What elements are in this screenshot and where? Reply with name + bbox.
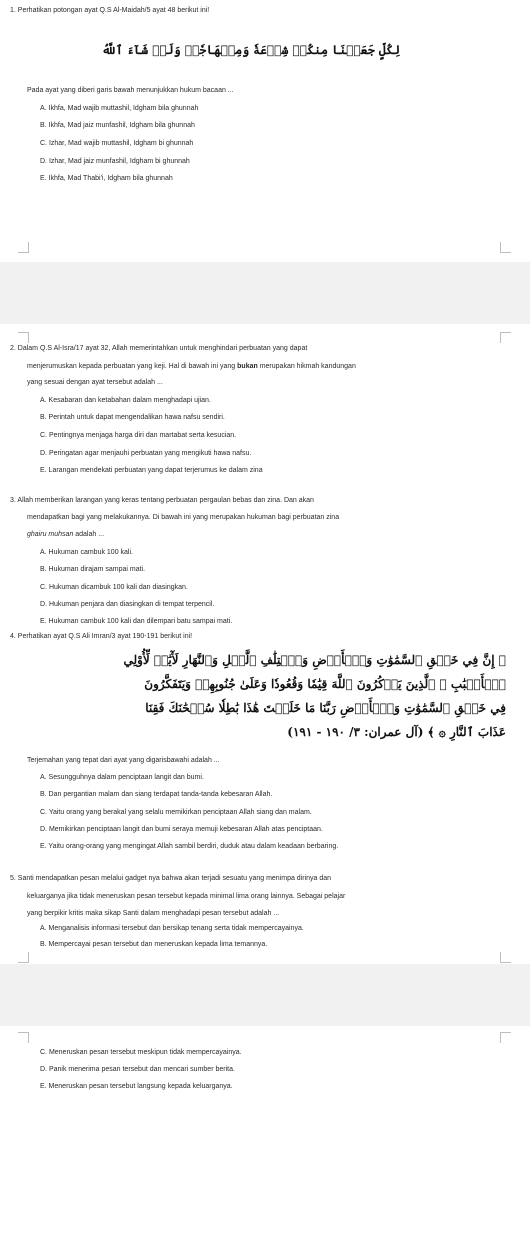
question-5-line-2: keluarganya jika tidak meneruskan pesan tersebut kepada minimal lima orang lainnya. Sebagai pelajar [27, 893, 346, 900]
document-page-2 [0, 324, 530, 924]
question-1-option-d[interactable]: D. Izhar, Mad jaiz munfashil, Idgham bi ghunnah [40, 158, 190, 165]
question-4-option-a[interactable]: A. Sesungguhnya dalam penciptaan langit dan bumi. [40, 774, 204, 781]
question-2-option-e[interactable]: E. Larangan mendekati perbuatan yang dapat terjerumus ke dalam zina [40, 467, 263, 474]
question-1-option-b[interactable]: B. Ikhfa, Mad jaiz munfashil, Idgham bila ghunnah [40, 122, 195, 129]
question-2-line-1: 2. Dalam Q.S Al-Isra/17 ayat 32, Allah memerintahkan untuk menghindari perbuatan yang dapat [10, 345, 308, 352]
question-2-line-2 [27, 362, 356, 371]
question-4-option-e[interactable]: E. Yaitu orang-orang yang mengingat Allah sambil berdiri, duduk atau dalam keadaan berbaring. [40, 843, 339, 850]
question-3-line-3-end: adalah ... [73, 531, 105, 538]
page-gap [0, 262, 530, 324]
question-2-line-2-end: merupakan hikmah kandungan [257, 363, 356, 370]
question-4-title: 4. Perhatikan ayat Q.S Ali Imran/3 ayat 190-191 berikut ini! [10, 633, 193, 640]
page-margin-mark [18, 952, 29, 963]
question-1-arabic-verse: لِكُلٍّ جَعَلۡنَا مِنكُمۡ شِرۡعَةٗ وَمِنۡهَاجٗاۚ وَلَوۡ شَآءَ ٱللَّهُ [101, 43, 400, 57]
page-margin-mark [18, 242, 29, 253]
question-2-option-a[interactable]: A. Kesabaran dan ketabahan dalam menghadapi ujian. [40, 397, 211, 404]
page-margin-mark [500, 1032, 511, 1043]
question-1-option-e[interactable]: E. Ikhfa, Mad Thabi'i, Idgham bila ghunnah [40, 175, 173, 182]
question-5-option-e[interactable]: E. Meneruskan pesan tersebut langsung kepada keluarganya. [40, 1083, 233, 1090]
question-2-option-b[interactable]: B. Perintah untuk dapat mengendalikan hawa nafsu sendiri. [40, 414, 225, 421]
question-3-line-3 [27, 530, 104, 539]
question-3-option-e[interactable]: E. Hukuman cambuk 100 kali dan dilempari batu sampai mati. [40, 618, 233, 625]
page-margin-mark [500, 242, 511, 253]
question-3-option-d[interactable]: D. Hukuman penjara dan diasingkan di tempat terpencil. [40, 601, 215, 608]
document-page-2-bottom [0, 924, 530, 964]
question-3-line-1: 3. Allah memberikan larangan yang keras tentang perbuatan pergaulan bebas dan zina. Dan akan [10, 497, 314, 504]
question-4-option-d[interactable]: D. Memikirkan penciptaan langit dan bumi seraya memuji kebesaran Allah atas penciptaan. [40, 826, 323, 833]
question-1-option-a[interactable]: A. Ikhfa, Mad wajib muttashil, Idgham bila ghunnah [40, 105, 199, 112]
question-3-line-2: mendapatkan bagi yang melakukannya. Di bawah ini yang merupakan hukuman bagi perbuatan zina [27, 514, 340, 521]
question-1-title: 1. Perhatikan potongan ayat Q.S Al-Maidah/5 ayat 48 berikut ini! [10, 7, 210, 14]
page-margin-mark [18, 332, 29, 343]
question-1-prompt: Pada ayat yang diberi garis bawah menunjukkan hukum bacaan ... [27, 87, 234, 94]
document-page-3 [0, 1026, 530, 1233]
question-4-arabic-line-2: ٱلۡأَلۡبَٰبِ ۞ ٱلَّذِينَ يَذۡكُرُونَ ٱللَّهَ قِيَٰمٗا وَقُعُودٗا وَعَلَىٰ جُنُوبِهِمۡ وَيَتَفَكَّرُونَ [144, 677, 506, 691]
page-gap [0, 964, 530, 1026]
question-4-arabic-line-1: ﴿ إِنَّ فِي خَلۡقِ ٱلسَّمَٰوَٰتِ وَٱلۡأَرۡضِ وَٱخۡتِلَٰفِ ٱلَّيۡلِ وَٱلنَّهَارِ لَأٓيَٰتٖ لِّأُوْلِي [123, 653, 506, 667]
question-1-option-c[interactable]: C. Izhar, Mad wajib muttashil, Idgham bi ghunnah [40, 140, 194, 147]
page-margin-mark [500, 952, 511, 963]
question-5-line-1: 5. Santi mendapatkan pesan melalui gadget nya bahwa akan terjadi sesuatu yang menimpa dirinya dan [10, 875, 332, 882]
question-5-option-d[interactable]: D. Panik menerima pesan tersebut dan mencari sumber berita. [40, 1066, 235, 1073]
page-margin-mark [18, 1032, 29, 1043]
question-5-line-3: yang berpikir kritis maka sikap Santi dalam menghadapi pesan tersebut adalah ... [27, 910, 280, 917]
page-margin-mark [500, 332, 511, 343]
question-5-option-b[interactable]: B. Mempercayai pesan tersebut dan meneruskan kepada lima temannya. [40, 941, 268, 948]
question-4-option-b[interactable]: B. Dan pergantian malam dan siang terdapat tanda-tanda kebesaran Allah. [40, 791, 273, 798]
question-3-option-c[interactable]: C. Hukuman dicambuk 100 kali dan diasingkan. [40, 584, 188, 591]
question-3-option-a[interactable]: A. Hukuman cambuk 100 kali. [40, 549, 133, 556]
question-2-emphasis-bukan: bukan [237, 363, 258, 370]
question-4-arabic-line-3: فِي خَلۡقِ ٱلسَّمَٰوَٰتِ وَٱلۡأَرۡضِ رَبَّنَا مَا خَلَقۡتَ هَٰذَا بَٰطِلٗا سُبۡحَٰنَكَ فَقِنَا [145, 701, 506, 715]
document-page-1 [0, 0, 530, 262]
question-2-option-c[interactable]: C. Pentingnya menjaga harga diri dan martabat serta kesucian. [40, 432, 237, 439]
question-4-option-c[interactable]: C. Yaitu orang yang berakal yang selalu memikirkan penciptaan Allah siang dan malam. [40, 809, 312, 816]
question-5-option-c[interactable]: C. Meneruskan pesan tersebut meskipun tidak mempercayainya. [40, 1049, 242, 1056]
question-4-arabic-line-4: عَذَابَ ٱلنَّارِ ۞ ﴾ (آل عمران: ٣/ ١٩٠ - ١٩١) [287, 725, 506, 739]
question-2-line-3: yang sesuai dengan ayat tersebut adalah ... [27, 379, 163, 386]
question-3-term-ghairu-muhsan: ghairu muhsan [27, 531, 74, 538]
question-2-line-2-start: menjerumuskan kepada perbuatan yang keji. Hal di bawah ini yang [27, 363, 238, 370]
question-2-option-d[interactable]: D. Peringatan agar menjauhi perbuatan yang mengikuti hawa nafsu. [40, 450, 252, 457]
question-4-prompt: Terjemahan yang tepat dari ayat yang digarisbawahi adalah ... [27, 757, 220, 764]
question-3-option-b[interactable]: B. Hukuman dirajam sampai mati. [40, 566, 146, 573]
question-5-option-a[interactable]: A. Menganalisis informasi tersebut dan bersikap tenang serta tidak mempercayainya. [40, 925, 304, 932]
